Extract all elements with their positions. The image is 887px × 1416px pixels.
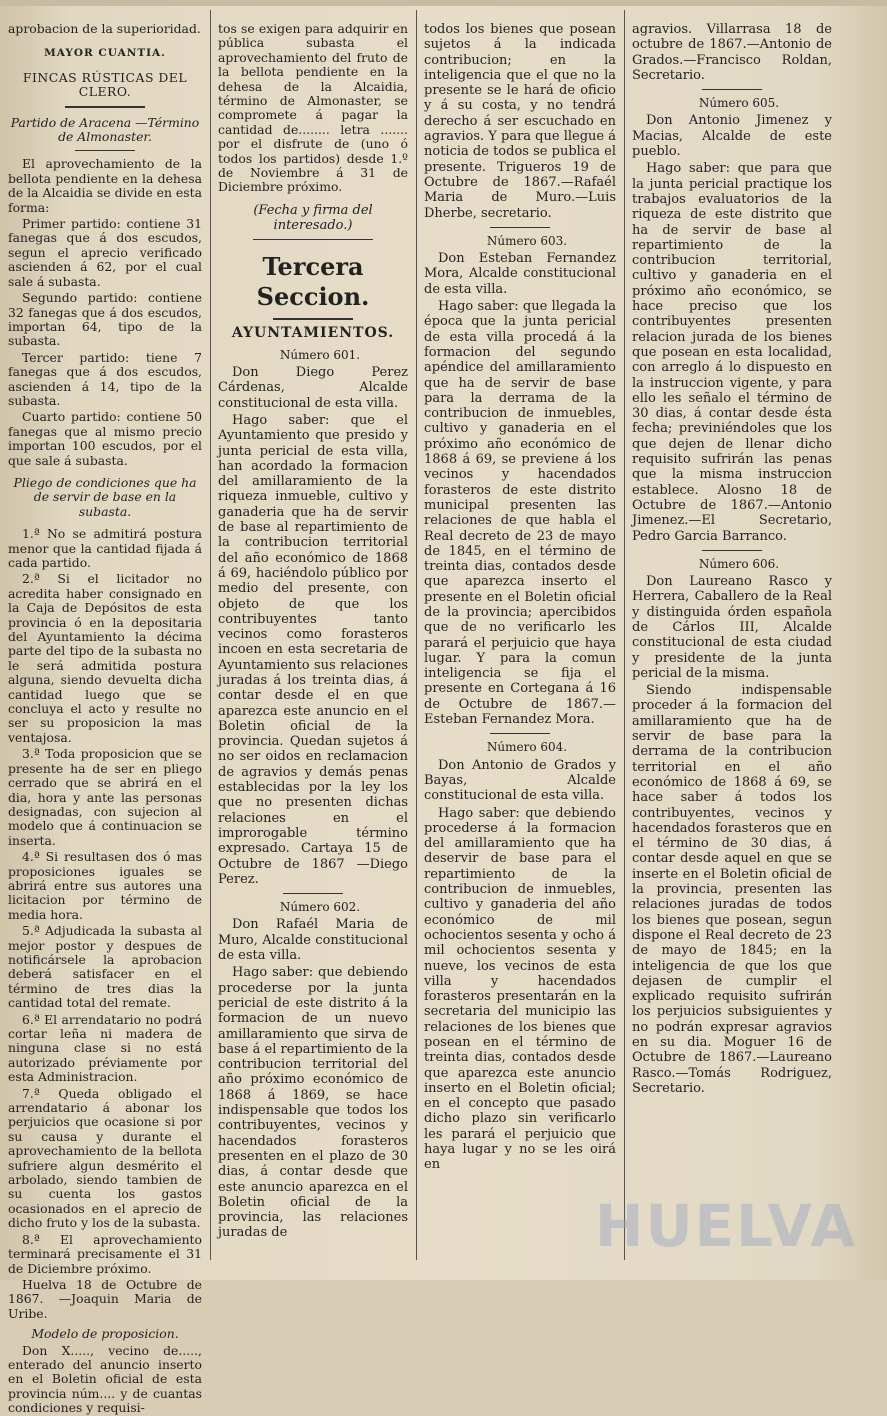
paragraph: 3.ª Toda proposicion que se presente ha de ser en pliego cerrado que se abrirá en el dia, hora y ante las personas designadas, con sujecion al modelo que á continuacion se inserta.: [8, 746, 202, 848]
column-4: [632, 22, 832, 1240]
divider: [490, 733, 550, 734]
page-top-edge: [0, 0, 887, 6]
divider: [283, 893, 343, 894]
paragraph: Hago saber: que debiendo procederse á la formacion del amillaramiento que ha deservir de base para el repartimiento de la contribucion de inmuebles, cultivo y ganaderia del año económico de mil ochocientos sesenta y ocho á mil ochocientos sesenta y nueve, los vecinos de esta villa y hacendados forasteros presentarán en la secretaria del municipio las relaciones de los bienes que posean en el término de treinta dias, contados desde que aparezca este anuncio inserto en el Boletin oficial; en el concepto que pasado dicho plazo sin verificarlo les parará el perjuicio que haya lugar y no se les oirá en: [424, 805, 616, 1173]
notice-author: Don Rafaél Maria de Muro, Alcalde constitucional de esta villa.: [218, 917, 408, 964]
section-heading: FINCAS RÚSTICAS DEL CLERO.: [22, 69, 188, 100]
paragraph: Segundo partido: contiene 32 fanegas que á dos escudos, importan 64, tipo de la subasta.: [8, 290, 202, 349]
conditions-heading: Pliego de condiciones que ha de servir de base en la subasta.: [13, 474, 197, 519]
continuation-text: aprobacion de la superioridad.: [8, 21, 201, 36]
paragraph: Hago saber: que llegada la época que la junta pericial de esta villa procedá á la formacion del segundo apéndice del amillaramiento que ha de servir de base para la derrama de la contribucion de inmuebles, cultivo y ganaderia en el próximo año económico de 1868 á 69, se previene á los vecinos y hacendados forasteros de este distrito municipal presenten las relaciones de que habla el Real decreto de 23 de mayo de 1845, en el término de treinta dias, contados desde que aparezca inserto el presente en el Boletin oficial de la provincia; apercibidos que de no verificarlo les parará el perjuicio que haya lugar. Y para la comun inteligencia se fija el presente en Cortegana á 16 de Octubre de 1867.—Esteban Fernandez Mora.: [424, 299, 616, 728]
notice-number: Número 605.: [698, 96, 780, 111]
paragraph: Primer partido: contiene 31 fanegas que á dos escudos, segun el aprecio verificado ascienden á 62, por el cual sale á subasta.: [8, 216, 202, 289]
notice-author: Don Diego Perez Cárdenas, Alcalde constitucional de esta villa.: [218, 365, 408, 411]
divider: [65, 106, 145, 108]
paragraph: Don X....., vecino de....., enterado del anuncio inserto en el Boletin oficial de esta provincia núm.... y de cuantas condiciones y requisi-: [8, 1342, 202, 1416]
notice-number: Número 604.: [486, 740, 568, 755]
notice-number: Número 603.: [486, 233, 568, 248]
signature-note: (Fecha y firma del interesado.): [253, 202, 373, 234]
section-title: Tercera Seccion.: [256, 252, 370, 312]
divider: [273, 318, 353, 320]
column-1: [8, 21, 202, 1416]
column-rule: [210, 10, 211, 1260]
column-rule: [416, 10, 417, 1260]
paragraph: 8.ª El aprovechamiento terminará precisamente el 31 de Diciembre próximo.: [8, 1231, 202, 1276]
paragraph: Siendo indispensable proceder á la formacion del amillaramiento que ha de servir de base para la derrama de la contribucion territorial en el año económico de 1868 á 69, se hace saber á todos los contribuyentes, vecinos y hacendados forasteros que en el término de 30 dias, á contar desde aquel en que se inserte en el Boletin oficial de la provincia, presenten las relaciones juradas de todos los bienes que posean, segun dispone el Real decreto de 23 de mayo de 1845; en la inteligencia de que los que dejasen de cumplir el explicado requisito sufrirán los perjuicios subsiguientes y no podrán expresar agravios en su dia. Moguer 16 de Octubre de 1867.—Laureano Rasco.—Tomás Rodriguez, Secretario.: [632, 683, 832, 1096]
paragraph: Hago saber: que el Ayuntamiento que presido y junta pericial de esta villa, han acordado la formacion del amillaramiento de la riqueza inmueble, cultivo y ganaderia que ha de servir de base al repartimiento de la contribucion territorial del año económico de 1868 á 69, haciéndolo público por medio del presente, con objeto de que los contribuyentes tanto vecinos como forasteros incoen en esta secretaria de Ayuntamiento sus relaciones juradas á los treinta dias, á contar desde el en que aparezca este anuncio en el Boletin oficial de la provincia. Quedan sujetos á no ser oidos en reclamacion de agravios y demás penas establecidas por la ley los que no presenten dichas relaciones en el improrogable término expresado. Cartaya 15 de Octubre de 1867 —Diego Perez.: [218, 412, 408, 887]
section-subtitle: AYUNTAMIENTOS.: [231, 325, 395, 342]
paragraph: 5.ª Adjudicada la subasta al mejor postor y despues de notificársele la aprobacion deberá satisfacer en el término de tres dias la cantidad total del remate.: [8, 923, 202, 1011]
paragraph: agravios. Villarrasa 18 de octubre de 1867.—Antonio de Grados.—Francisco Roldan, Secretario.: [632, 22, 832, 83]
paragraph: tos se exigen para adquirir en pública subasta el aprovechamiento del fruto de la bellota pendiente en la dehesa de la Alcaidia, término de Almonaster, se compromete á pagar la cantidad de........ letra ....... por el disfrute de (uno ó todos los partidos) desde 1.º de Noviembre á 31 de Diciembre próximo.: [218, 21, 408, 195]
district-heading: Partido de Aracena —Término de Almonaster.: [10, 114, 200, 145]
paragraph: 6.ª El arrendatario no podrá cortar leña ni madera de ninguna clase si no está autorizado préviamente por esta Administracion.: [8, 1011, 202, 1085]
subheading: MAYOR CUANTIA.: [44, 47, 166, 60]
divider: [253, 239, 373, 240]
paragraph: 1.ª No se admitirá postura menor que la cantidad fijada á cada partido.: [8, 526, 202, 570]
paragraph: 4.ª Si resultasen dos ó mas proposiciones iguales se abrirá entre sus autores una licitacion por término de media hora.: [8, 849, 202, 922]
notice-number: Número 606.: [698, 556, 780, 571]
watermark-logo: HUELVA: [594, 1192, 857, 1260]
paragraph: 2.ª Si el licitador no acredita haber consignado en la Caja de Depósitos de esta provincia ó en la depositaria del Ayuntamiento la décima parte del tipo de la subasta no le será admitida postura alguna, siendo devuelta dicha cantidad luego que se concluya el acto y resulte no ser su proposicion la mas ventajosa.: [8, 571, 202, 745]
divider: [75, 150, 135, 151]
paragraph: Cuarto partido: contiene 50 fanegas que al mismo precio importan 100 escudos, por el que sale á subasta.: [8, 409, 202, 468]
notice-author: Don Esteban Fernandez Mora, Alcalde constitucional de esta villa.: [424, 251, 616, 297]
model-heading: Modelo de proposicion.: [31, 1326, 179, 1342]
paragraph: todos los bienes que posean sujetos á la indicada contribucion; en la inteligencia que el que no la presente se le hará de oficio y á su costa, y no tendrá derecho á ser escuchado en agravios. Y para que llegue á noticia de todos se publica el presente. Trigueros 19 de Octubre de 1867.—Rafaél Maria de Muro.—Luis Dherbe, secretario.: [424, 22, 616, 221]
notice-author: Don Laureano Rasco y Herrera, Caballero de la Real y distinguida órden española de Cárlos III, Alcalde constitucional de esta ciudad y presidente de la junta pericial de la misma.: [632, 574, 832, 681]
paragraph: Tercer partido: tiene 7 fanegas que á dos escudos, ascienden á 14, tipo de la subasta.: [8, 349, 202, 408]
paragraph: Hago saber: que para que la junta pericial practique los trabajos evaluatorios de la riqueza de este distrito que ha de servir de base al repartimiento de la contribucion territorial, cultivo y ganaderia en el próximo año económico, se hace preciso que los contribuyentes presenten relacion jurada de los bienes que posean en esta localidad, con arreglo á lo dispuesto en la instruccion vigente, y para ello les señalo el término de 30 dias, á contar desde ésta fecha; previniéndoles que los que dejen de llenar dicho requisito sufrirán las penas que la misma instruccion establece. Alosno 18 de Octubre de 1867.—Antonio Jimenez.—El Secretario, Pedro Garcia Barranco.: [632, 161, 832, 544]
column-rule: [624, 10, 625, 1260]
paragraph: 7.ª Queda obligado el arrendatario á abonar los perjuicios que ocasione si por su causa y durante el aprovechamiento de la bellota sufriere algun desmérito el arbolado, siendo tambien de su cuenta los gastos ocasionados en el aprecio de dicho fruto y los de la subasta.: [8, 1085, 202, 1231]
column-2: [218, 22, 408, 1240]
divider: [702, 89, 762, 90]
notice-number: Número 601.: [279, 347, 361, 362]
notice-author: Don Antonio Jimenez y Macias, Alcalde de este pueblo.: [632, 113, 832, 160]
divider: [490, 227, 550, 228]
paragraph: El aprovechamiento de la bellota pendiente en la dehesa de la Alcaidia se divide en esta forma:: [8, 156, 202, 215]
notice-author: Don Antonio de Grados y Bayas, Alcalde constitucional de esta villa.: [424, 757, 616, 804]
signature: Huelva 18 de Octubre de 1867. —Joaquin Maria de Uribe.: [8, 1276, 202, 1321]
paragraph: Hago saber: que debiendo procederse por la junta pericial de este distrito á la formacion de un nuevo amillaramiento que sirva de base á el repartimiento de la contribucion territorial del año próximo económico de 1868 á 1869, se hace indispensable que todos los contribuyentes, vecinos y hacendados forasteros presenten en el plazo de 30 dias, á contar desde que este anuncio aparezca en el Boletin oficial de la provincia, las relaciones juradas de: [218, 965, 408, 1241]
notice-number: Número 602.: [279, 900, 361, 915]
divider: [702, 550, 762, 551]
column-3: [424, 22, 616, 1240]
